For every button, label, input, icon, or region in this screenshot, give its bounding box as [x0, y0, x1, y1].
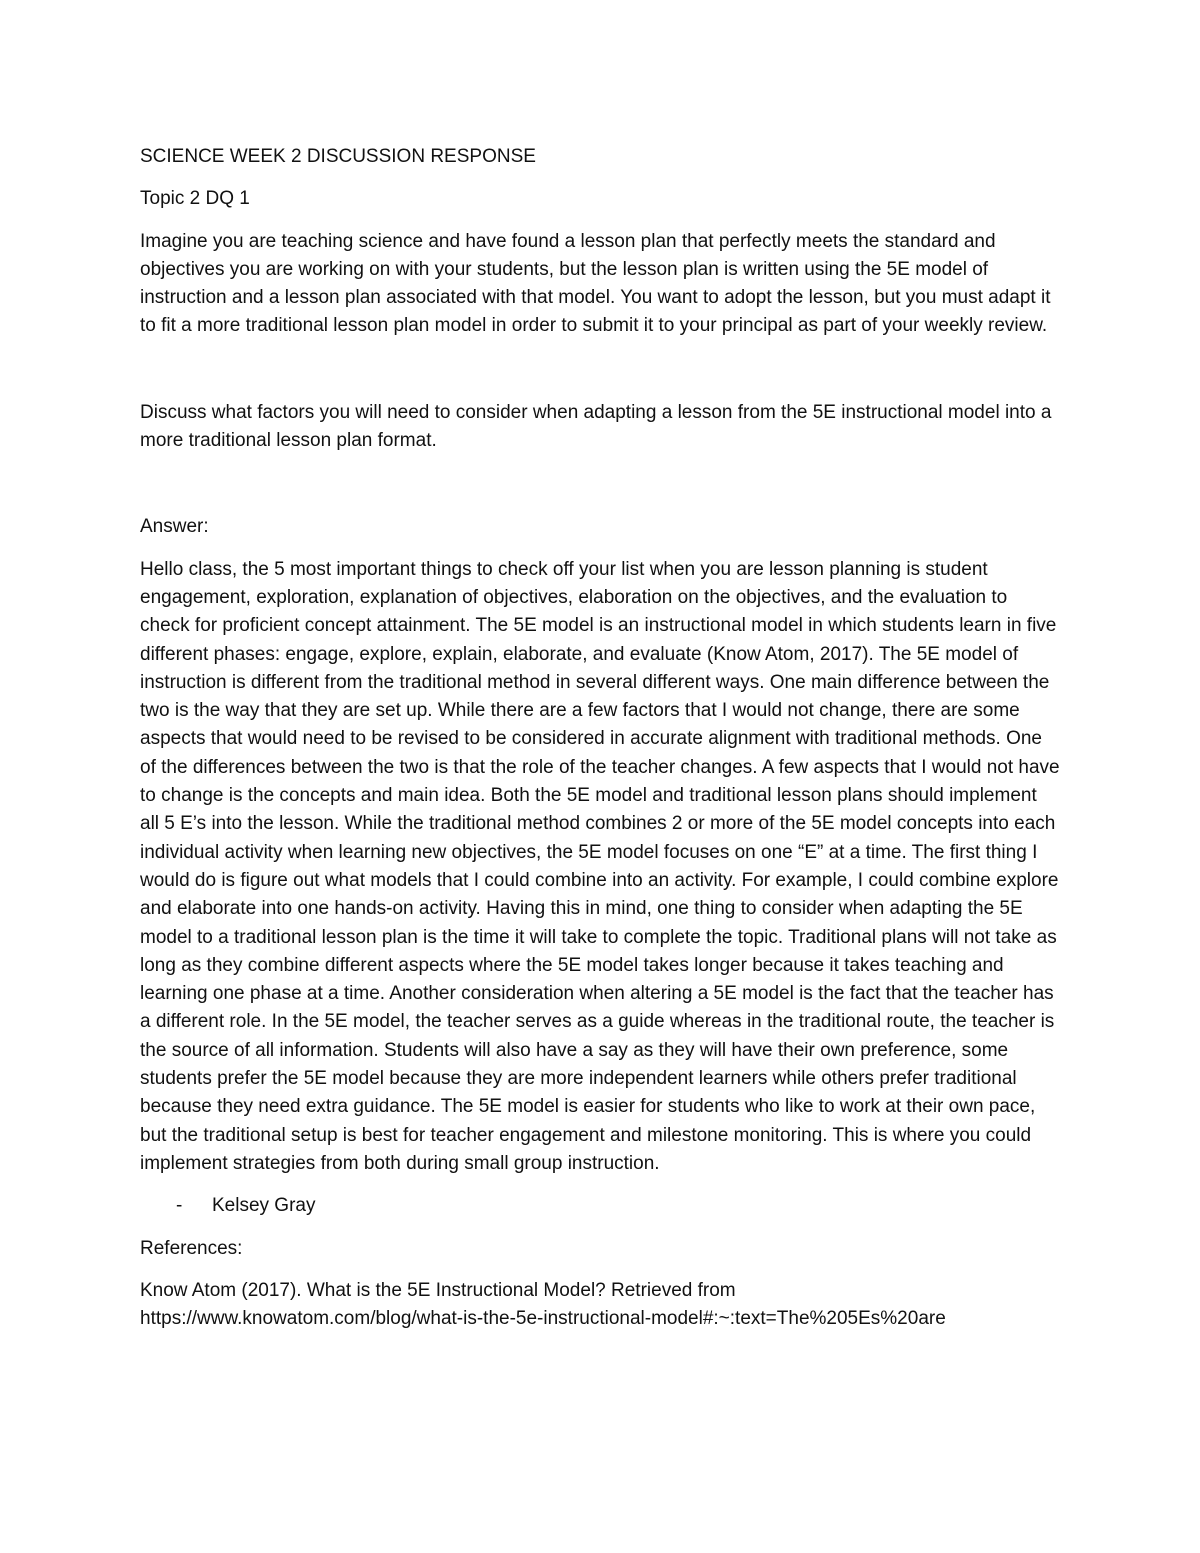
signature: [140, 1192, 1060, 1220]
reference-entry: [140, 1277, 1060, 1334]
topic-label: Topic 2 DQ 1: [140, 188, 250, 210]
question-paragraph: Discuss what factors you will need to consider when adapting a lesson from the 5E instructional model into a more traditional lesson plan format.: [140, 401, 1052, 452]
answer-paragraph: Hello class, the 5 most important things to check off your list when you are lesson planning is student engagement, exploration, explanation of objectives, elaboration on the objectives, and the evaluation to check for proficient concept attainment. The 5E model is an instructional model in which students learn in five different phases: engage, explore, explain, elaborate, and evaluate (Know Atom, 2017). The 5E model of instruction is different from the traditional method in several different ways. One main difference between the two is the way that they are set up. While there are a few factors that I would not change, there are some aspects that would need to be revised to be considered in accurate alignment with traditional methods. One of the differences between the two is that the role of the teacher changes. A few aspects that I would not have to change is the concepts and main idea. Both the 5E model and traditional lesson plans should implement all 5 E’s into the lesson. While the traditional method combines 2 or more of the 5E model concepts into each individual activity when learning new objectives, the 5E model focuses on one “E” at a time. The first thing I would do is figure out what models that I could combine into an activity. For example, I could combine explore and elaborate into one hands-on activity. Having this in mind, one thing to consider when adapting the 5E model to a traditional lesson plan is the time it will take to complete the topic. Traditional plans will not take as long as they combine different aspects where the 5E model takes longer because it takes teaching and learning one phase at a time. Another consideration when altering a 5E model is the fact that the teacher has a different role. In the 5E model, the teacher serves as a guide whereas in the traditional route, the teacher is the source of all information. Students will also have a say as they will have their own preference, some students prefer the 5E model because they are more independent learners while others prefer traditional because they need extra guidance. The 5E model is easier for students who like to work at their own pace, but the traditional setup is best for teacher engagement and milestone monitoring. This is where you could implement strategies from both during small group instruction.: [140, 558, 1060, 1174]
spacer: [140, 341, 1060, 399]
references-label: References:: [140, 1237, 243, 1259]
answer-label: Answer:: [140, 516, 209, 538]
spacer: [140, 455, 1060, 513]
reference-citation: Know Atom (2017). What is the 5E Instructional Model? Retrieved from: [140, 1279, 736, 1301]
prompt-paragraph: Imagine you are teaching science and have found a lesson plan that perfectly meets the standard and objectives you are working on with your students, but the lesson plan is written using the 5E model of instruction and a lesson plan associated with that model. You want to adopt the lesson, but you must adapt it to fit a more traditional lesson plan model in order to submit it to your principal as part of your weekly review.: [140, 230, 1051, 337]
signature-dash: -: [176, 1195, 183, 1217]
document-page: [140, 143, 1060, 1333]
document-title: SCIENCE WEEK 2 DISCUSSION RESPONSE: [140, 146, 536, 167]
signature-name: Kelsey Gray: [212, 1195, 316, 1217]
reference-url: https://www.knowatom.com/blog/what-is-the-5e-instructional-model#:~:text=The%205Es%20are: [140, 1308, 946, 1330]
